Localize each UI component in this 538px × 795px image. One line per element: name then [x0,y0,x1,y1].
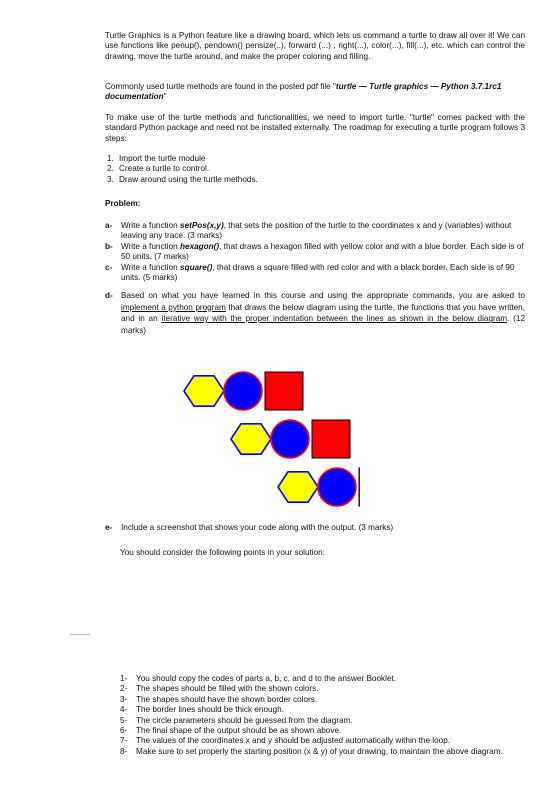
problem-c: c- Write a function square(), that draws a square filled with red color and with a black border. Each side is of 90 units. (5 marks) [105,262,515,283]
list-item: 7- The values of the coordinates x and y should be adjusted automatically within the loop. [120,736,451,746]
list-item: 1- You should copy the codes of parts a, b, c, and d to the answer Booklet. [120,674,397,683]
list-item: 2. Create a turtle to control. [107,164,210,174]
underlined-text: implement a python program [121,302,226,312]
list-item: 8- Make sure to set properly the starting position (x & y) of your drawing, to maintain the above diagram. [120,746,503,756]
page-divider [70,634,90,635]
hexagon-shape [184,376,224,406]
problem-a: a- Write a function setPos(x,y), that sets the position of the turtle to the coordinates x and y (variables) without leaving any trace. (3 marks) [105,221,512,241]
reference-text-after: " [163,92,167,102]
square-shape [265,372,303,410]
underlined-text: iterative way with the proper indentation between the lines as shown in the below diagram [161,314,508,324]
hexagon-shape [231,424,271,454]
list-item: 3. Draw around using the turtle methods. [107,174,258,184]
function-name: setPos(x,y) [180,221,224,230]
consider-text: You should consider the following points in your solution: [120,548,325,557]
function-name: hexagon() [180,241,220,251]
list-item: 1. Import the turtle module [107,154,206,163]
intro-paragraph [105,31,525,62]
problem-d-list [105,290,525,336]
reference-doc-title: turtle — Turtle graphics — Python 3.7.1rc1 documentation [105,82,502,102]
circle-shape [224,372,262,410]
hexagon-shape [278,472,318,502]
points-list [120,674,524,757]
square-shape [312,420,350,458]
function-name: square() [180,262,213,272]
circle-shape [318,468,356,506]
list-item: 3- The shapes should have the shown border colors. [120,694,318,704]
problem-e-list [105,523,525,533]
steps-list [105,154,525,185]
problem-d: d- Based on what you have learned in this course and using the appropriate commands, you are asked to implement a python program that draws the below diagram using the turtle, the functions that you have written, and in an iterative way with the proper indentation between the lines as shown in the below diagram. (12 marks) [105,291,526,335]
roadmap-paragraph [105,113,525,144]
problem-e: e- Include a screenshot that shows your code along with the output. (3 marks) [105,523,394,532]
list-item: 2- The shapes should be filled with the shown colors. [120,684,319,694]
reference-text-before: Commonly used turtle methods are found in the posted pdf file " [105,82,336,91]
reference-paragraph [105,82,525,103]
intro-text: Turtle Graphics is a Python feature like a drawing board, which lets us command a turtle to draw all over it! We can use functions like penup(), pendown() pensize(..), forward (...) , right(...), color(...), fill(...), etc. which can control the drawing, move the turtle around, and make the proper coloring and filling. [105,31,525,61]
problem-list [105,221,525,283]
list-item: 6- The final shape of the output should be as shown above. [120,726,342,736]
list-item: 4- The border lines should be thick enough. [120,705,284,715]
circle-shape [271,420,309,458]
problem-b: b- Write a function hexagon(), that draws a hexagon filled with yellow color and with a blue border. Each side is of 50 units. (7 marks) [105,241,524,262]
list-item: 5- The circle parameters should be guessed from the diagram. [120,715,353,725]
square-shape [359,468,360,506]
problem-heading: Problem: [105,199,141,208]
turtle-diagram [180,368,360,518]
roadmap-text: To make use of the turtle methods and functionalities, we need to import turtle. "turtle" comes packed with the standard Python package and need not be installed externally. The roadmap for executing a turtle program follows 3 steps: [105,113,525,143]
